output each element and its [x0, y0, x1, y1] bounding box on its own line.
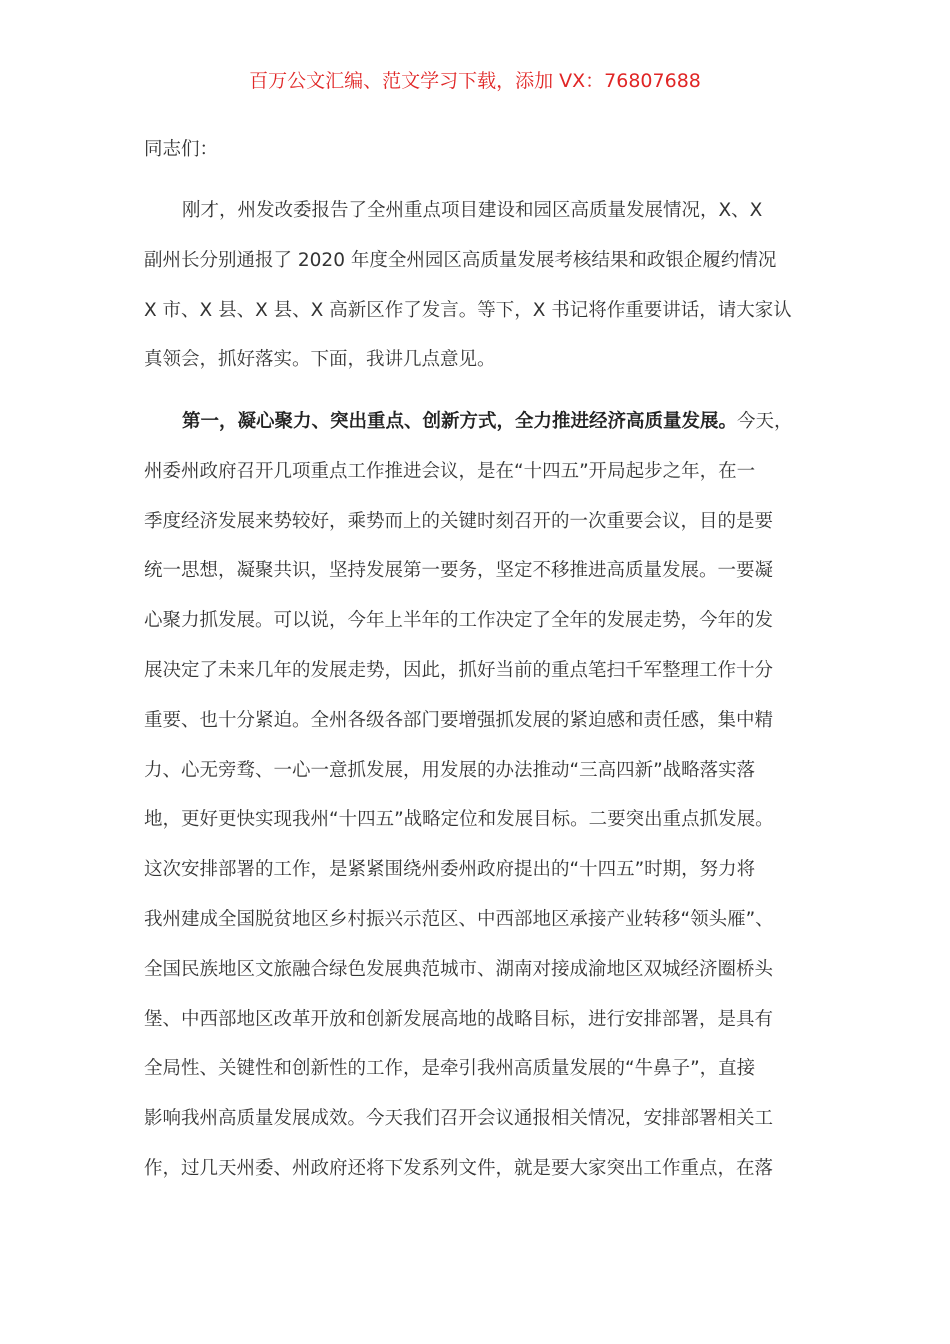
- salutation-text: 同志们：: [144, 139, 219, 160]
- text-line: 力、心无旁骛、一心一意抓发展，用发展的办法推动“三高四新”战略落实落: [144, 759, 756, 781]
- header-watermark: 百万公文汇编、范文学习下载，添加 VX：76807688: [249, 70, 701, 92]
- salutation: [144, 125, 834, 175]
- text-line: 刚才，州发改委报告了全州重点项目建设和园区高质量发展情况，X、X: [182, 200, 763, 221]
- text-line: 这次安排部署的工作，是紧紧围绕州委州政府提出的“十四五”时期，努力将: [144, 859, 756, 881]
- text-line: 堡、中西部地区改革开放和创新发展高地的战略目标，进行安排部署，是具有: [144, 1008, 774, 1030]
- text-line: 影响我州高质量发展成效。今天我们召开会议通报相关情况，安排部署相关工: [144, 1108, 774, 1130]
- text-line: 重要、也十分紧迫。全州各级各部门要增强抓发展的紧迫感和责任感，集中精: [144, 709, 774, 731]
- text-line: 地，更好更快实现我州“十四五”战略定位和发展目标。二要突出重点抓发展。: [144, 809, 774, 831]
- paragraph-1: [144, 186, 834, 385]
- text-line: 全国民族地区文旅融合绿色发展典范城市、湖南对接成渝地区双城经济圈桥头: [144, 958, 774, 980]
- text-line: 心聚力抓发展。可以说，今年上半年的工作决定了全年的发展走势，今年的发: [144, 610, 774, 632]
- text-line: X 市、X 县、X 县、X 高新区作了发言。等下，X 书记将作重要讲话，请大家认: [144, 299, 792, 321]
- section-heading: 第一，凝心聚力、突出重点、创新方式，全力推进经济高质量发展。: [182, 411, 738, 432]
- text-line: 作，过几天州委、州政府还将下发系列文件，就是要大家突出工作重点，在落: [144, 1157, 774, 1179]
- text-line: 州委州政府召开几项重点工作推进会议，是在“十四五”开局起步之年，在一: [144, 460, 756, 482]
- text-line: 真领会，抓好落实。下面，我讲几点意见。: [144, 349, 496, 371]
- text-line: 全局性、关键性和创新性的工作，是牵引我州高质量发展的“牛鼻子”，直接: [144, 1058, 756, 1080]
- text-line: 季度经济发展来势较好，乘势而上的关键时刻召开的一次重要会议，目的是要: [144, 510, 774, 532]
- text-line: 我州建成全国脱贫地区乡村振兴示范区、中西部地区承接产业转移“领头雁”、: [144, 908, 774, 930]
- text-fragment: 今天，: [737, 411, 793, 432]
- paragraph-2: [144, 397, 834, 1194]
- text-line: 副州长分别通报了 2020 年度全州园区高质量发展考核结果和政银企履约情况: [144, 249, 777, 271]
- text-line: [144, 397, 834, 447]
- text-line: 统一思想，凝聚共识，坚持发展第一要务，坚定不移推进高质量发展。一要凝: [144, 560, 774, 582]
- text-line: 展决定了未来几年的发展走势，因此，抓好当前的重点笔扫千军整理工作十分: [144, 659, 774, 681]
